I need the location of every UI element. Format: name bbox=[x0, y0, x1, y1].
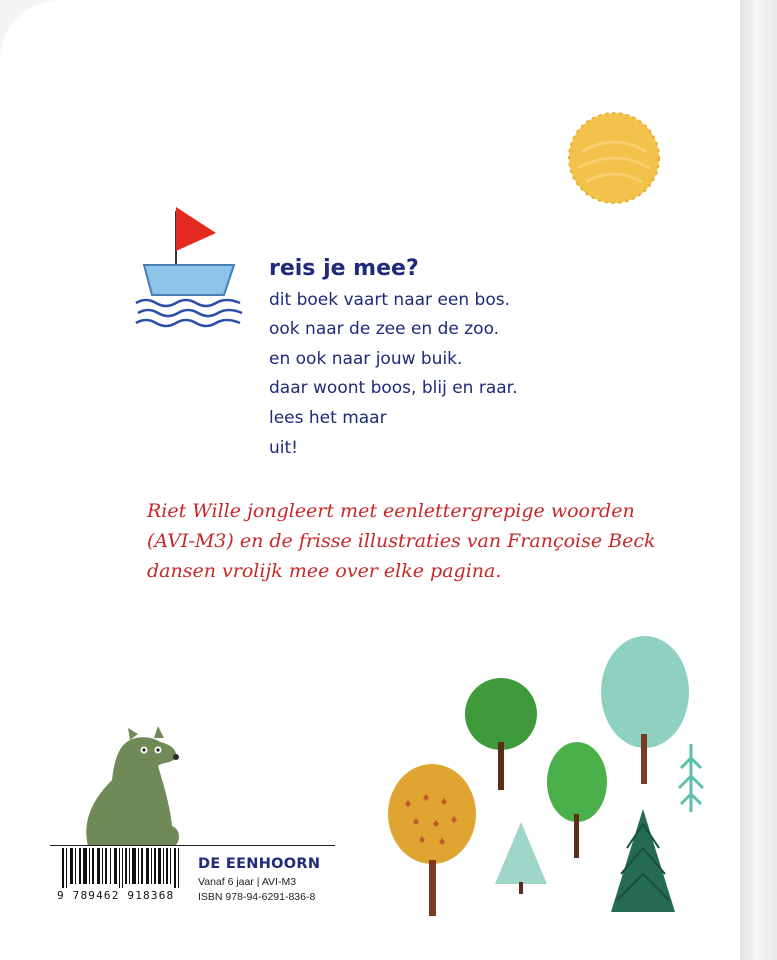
isbn-text: ISBN 978-94-6291-836-8 bbox=[198, 891, 316, 903]
age-info: Vanaf 6 jaar | AVI-M3 bbox=[198, 876, 297, 888]
poem-line: dit boek vaart naar een bos. bbox=[269, 290, 510, 310]
forest-illustration bbox=[383, 634, 713, 924]
boat-illustration bbox=[134, 205, 246, 330]
poem-line: lees het maar bbox=[269, 408, 387, 428]
poem-line: uit! bbox=[269, 438, 298, 458]
bear-illustration bbox=[78, 722, 186, 848]
blurb-text: Riet Wille jongleert met eenlettergrepige woorden (AVI-M3) en de frisse illustraties van Françoise Beck dansen vrolijk mee over elke pagina. bbox=[147, 500, 656, 582]
poem-line: ook naar de zee en de zoo. bbox=[269, 319, 500, 339]
poem-title: reis je mee? bbox=[269, 256, 419, 281]
publisher-name: DE EENHOORN bbox=[198, 856, 321, 872]
barcode-top-rule bbox=[50, 845, 335, 846]
sun-illustration bbox=[568, 112, 660, 204]
barcode-bars bbox=[62, 848, 182, 888]
poem-line: en ook naar jouw buik. bbox=[269, 349, 463, 369]
barcode-digits: 9 789462 918368 bbox=[57, 889, 175, 902]
poem-line: daar woont boos, blij en raar. bbox=[269, 378, 518, 398]
book-spine bbox=[740, 0, 777, 960]
